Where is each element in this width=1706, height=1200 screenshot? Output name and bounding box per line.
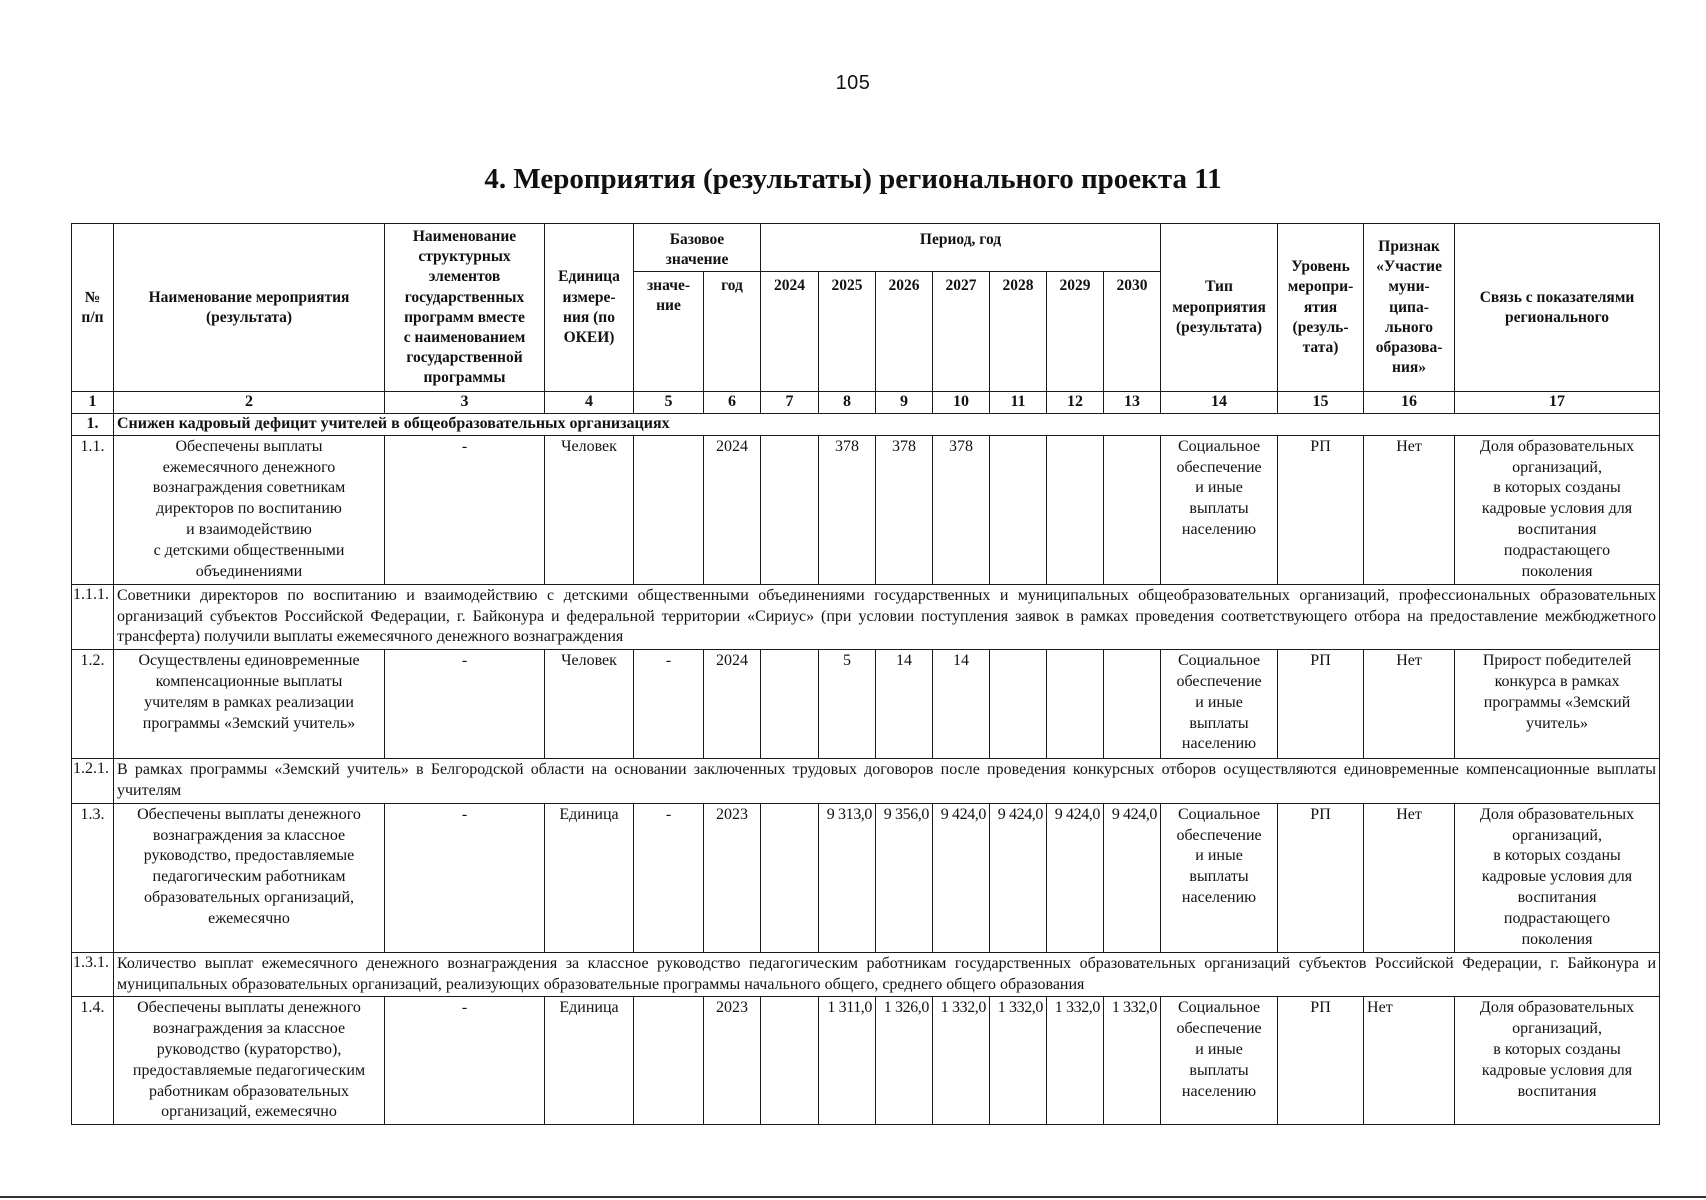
unit: Человек — [545, 650, 634, 759]
header-unit: Единица измере- ния (по ОКЕИ) — [545, 224, 634, 392]
structural-element: - — [385, 650, 545, 759]
unit: Человек — [545, 435, 634, 584]
header-indicator-link: Связь с показателями регионального — [1455, 224, 1660, 392]
value-2025: 5 — [819, 650, 876, 759]
header-year: 2024 — [761, 272, 819, 392]
value-2026: 14 — [876, 650, 933, 759]
value-2027: 14 — [933, 650, 990, 759]
structural-element: - — [385, 803, 545, 952]
value-2027: 1 332,0 — [933, 997, 990, 1125]
header-structural-elements: Наименование структурных элементов государственных программ вместе с наименованием государственной программы — [385, 224, 545, 392]
value-2024 — [761, 997, 819, 1125]
page-title: 4. Мероприятия (результаты) регионального проекта 11 — [484, 163, 1222, 195]
value-2029: 1 332,0 — [1047, 997, 1104, 1125]
structural-element: - — [385, 997, 545, 1125]
base-value: - — [634, 650, 704, 759]
value-2029: 9 424,0 — [1047, 803, 1104, 952]
base-value — [634, 435, 704, 584]
value-2026: 378 — [876, 435, 933, 584]
indicator-link: Доля образовательных организаций, в которых созданы кадровые условия для воспитания подрастающего поколения — [1455, 803, 1660, 952]
value-2025: 1 311,0 — [819, 997, 876, 1125]
municipal-participation: Нет — [1364, 803, 1455, 952]
event-type: Социальное обеспечение и иные выплаты населению — [1161, 803, 1278, 952]
value-2026: 9 356,0 — [876, 803, 933, 952]
value-2030: 1 332,0 — [1104, 997, 1161, 1125]
base-value: - — [634, 803, 704, 952]
column-number: 2 — [114, 392, 385, 414]
row-number: 1.2. — [72, 650, 114, 759]
event-type: Социальное обеспечение и иные выплаты населению — [1161, 997, 1278, 1125]
header-event-name: Наименование мероприятия (результата) — [114, 224, 385, 392]
column-number: 5 — [634, 392, 704, 414]
note-text: Советники директоров по воспитанию и взаимодействию с детскими общественными объединениями государственных и муниципальных общеобразовательных организаций, профессиональных образовательных организаций субъектов Российской Федерации, г. Байконура и федеральной территории «Сириус» (при условии поступления заявок в рамках проведения соответствующего отбора на предоставление межбюджетного трансферта) получили выплаты ежемесячного денежного вознаграждения — [114, 584, 1660, 649]
base-value — [634, 997, 704, 1125]
base-year: 2024 — [704, 435, 761, 584]
page-bottom-divider — [0, 1196, 1706, 1198]
event-name: Обеспечены выплаты денежного вознаграждения за классное руководство (кураторство), предоставляемые педагогическим работникам образовательных организаций, ежемесячно — [114, 997, 385, 1125]
value-2030 — [1104, 435, 1161, 584]
indicator-link: Прирост победителей конкурса в рамках программы «Земский учитель» — [1455, 650, 1660, 759]
table-row — [72, 650, 1660, 759]
header-year: 2029 — [1047, 272, 1104, 392]
indicator-link: Доля образовательных организаций, в которых созданы кадровые условия для воспитания — [1455, 997, 1660, 1125]
section-row — [72, 414, 1660, 436]
column-number: 8 — [819, 392, 876, 414]
page-number: 105 — [835, 72, 871, 94]
header-year: 2027 — [933, 272, 990, 392]
events-table — [71, 223, 1660, 1125]
value-2026: 1 326,0 — [876, 997, 933, 1125]
column-number: 12 — [1047, 392, 1104, 414]
table-row — [72, 997, 1660, 1125]
value-2024 — [761, 650, 819, 759]
event-level: РП — [1278, 803, 1364, 952]
value-2025: 9 313,0 — [819, 803, 876, 952]
row-number: 1.1. — [72, 435, 114, 584]
row-number: 1.3. — [72, 803, 114, 952]
structural-element: - — [385, 435, 545, 584]
section-number: 1. — [72, 414, 114, 436]
base-year: 2023 — [704, 997, 761, 1125]
value-2028: 9 424,0 — [990, 803, 1047, 952]
column-number: 9 — [876, 392, 933, 414]
header-year: 2026 — [876, 272, 933, 392]
value-2025: 378 — [819, 435, 876, 584]
event-level: РП — [1278, 435, 1364, 584]
note-number: 1.1.1. — [72, 584, 114, 649]
header-event-type: Тип мероприятия (результата) — [1161, 224, 1278, 392]
value-2028: 1 332,0 — [990, 997, 1047, 1125]
column-number: 7 — [761, 392, 819, 414]
column-number: 17 — [1455, 392, 1660, 414]
header-year: 2025 — [819, 272, 876, 392]
header-event-level: Уровень меропри- ятия (резуль- тата) — [1278, 224, 1364, 392]
municipal-participation: Нет — [1364, 435, 1455, 584]
note-row — [72, 584, 1660, 649]
table-row — [72, 803, 1660, 952]
column-number: 11 — [990, 392, 1047, 414]
header-base-value-value: значе- ние — [634, 272, 704, 392]
column-number: 14 — [1161, 392, 1278, 414]
event-name: Обеспечены выплаты денежного вознаграждения за классное руководство, предоставляемые педагогическим работникам образовательных организаций, ежемесячно — [114, 803, 385, 952]
value-2027: 9 424,0 — [933, 803, 990, 952]
header-period: Период, год — [761, 224, 1161, 272]
indicator-link: Доля образовательных организаций, в которых созданы кадровые условия для воспитания подрастающего поколения — [1455, 435, 1660, 584]
unit: Единица — [545, 803, 634, 952]
municipal-participation: Нет — [1364, 997, 1455, 1125]
note-text: Количество выплат ежемесячного денежного вознаграждения за классное руководство педагогическим работникам государственных образовательных организаций субъектов Российской Федерации, г. Байконура и муниципальных образовательных организаций, реализующих образовательные программы начального общего, среднего общего образования — [114, 952, 1660, 997]
header-base-value: Базовое значение — [634, 224, 761, 272]
municipal-participation: Нет — [1364, 650, 1455, 759]
event-name: Обеспечены выплаты ежемесячного денежного вознаграждения советникам директоров по воспитанию и взаимодействию с детскими общественными объединениями — [114, 435, 385, 584]
event-type: Социальное обеспечение и иные выплаты населению — [1161, 435, 1278, 584]
note-number: 1.2.1. — [72, 759, 114, 804]
unit: Единица — [545, 997, 634, 1125]
column-number: 10 — [933, 392, 990, 414]
value-2029 — [1047, 435, 1104, 584]
column-number: 6 — [704, 392, 761, 414]
value-2029 — [1047, 650, 1104, 759]
header-year: 2030 — [1104, 272, 1161, 392]
column-number: 1 — [72, 392, 114, 414]
section-title: Снижен кадровый дефицит учителей в общеобразовательных организациях — [114, 414, 1660, 436]
value-2024 — [761, 435, 819, 584]
table-row — [72, 435, 1660, 584]
column-number: 13 — [1104, 392, 1161, 414]
event-name: Осуществлены единовременные компенсационные выплаты учителям в рамках реализации программы «Земский учитель» — [114, 650, 385, 759]
event-type: Социальное обеспечение и иные выплаты населению — [1161, 650, 1278, 759]
header-number: № п/п — [72, 224, 114, 392]
base-year: 2023 — [704, 803, 761, 952]
note-text: В рамках программы «Земский учитель» в Белгородской области на основании заключенных трудовых договоров после проведения конкурсных отборов осуществляются единовременные компенсационные выплаты учителям — [114, 759, 1660, 804]
header-year: 2028 — [990, 272, 1047, 392]
note-row — [72, 759, 1660, 804]
column-number: 3 — [385, 392, 545, 414]
value-2030: 9 424,0 — [1104, 803, 1161, 952]
column-number: 4 — [545, 392, 634, 414]
event-level: РП — [1278, 650, 1364, 759]
column-number: 16 — [1364, 392, 1455, 414]
header-base-value-year: год — [704, 272, 761, 392]
row-number: 1.4. — [72, 997, 114, 1125]
event-level: РП — [1278, 997, 1364, 1125]
base-year: 2024 — [704, 650, 761, 759]
value-2027: 378 — [933, 435, 990, 584]
value-2028 — [990, 650, 1047, 759]
note-number: 1.3.1. — [72, 952, 114, 997]
value-2028 — [990, 435, 1047, 584]
note-row — [72, 952, 1660, 997]
value-2030 — [1104, 650, 1161, 759]
column-number: 15 — [1278, 392, 1364, 414]
header-municipal-participation: Признак «Участие муни- ципа- льного образова- ния» — [1364, 224, 1455, 392]
column-number-row — [72, 392, 1660, 414]
value-2024 — [761, 803, 819, 952]
